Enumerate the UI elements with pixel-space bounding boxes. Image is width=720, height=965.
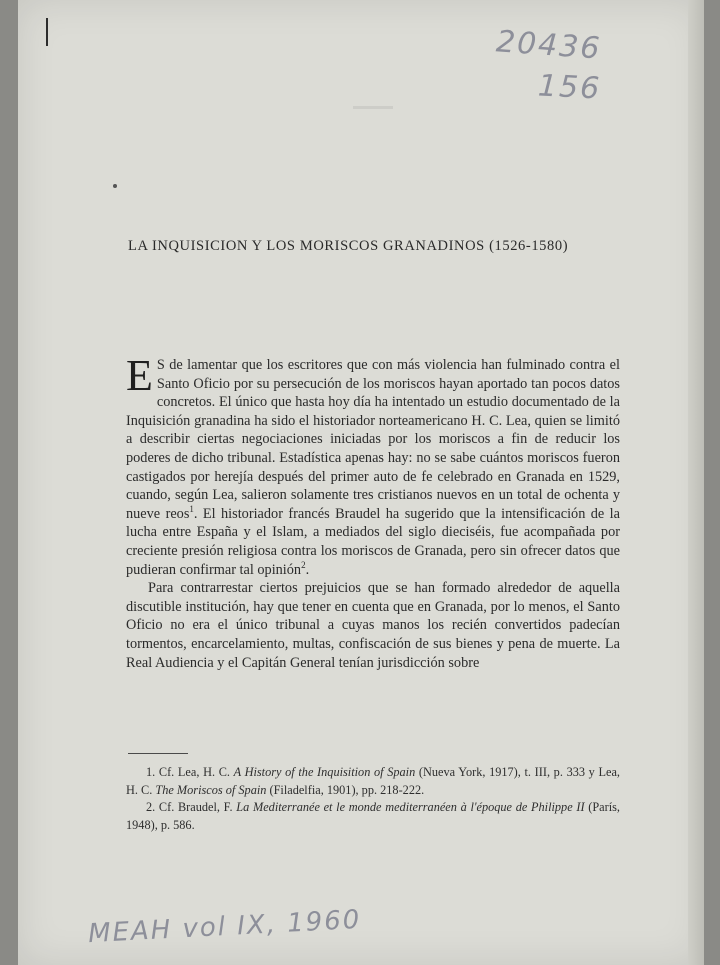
document-page <box>18 0 704 965</box>
paragraph-1-mid: . El historiador francés Braudel ha sugerido que la intensificación de la lucha entre España y el Islam, a mediados del siglo dieciséis, fue acompañada por creciente presión religiosa contra los moriscos de Granada, pero sin ofrecer datos que pudieran confirmar tal opinión <box>126 505 621 578</box>
article-body <box>126 351 621 672</box>
margin-mark <box>46 18 48 46</box>
drop-cap: E <box>126 351 153 400</box>
page-edge <box>688 0 704 965</box>
footnote-1-title: A History of the Inquisition of Spain <box>233 765 416 779</box>
paragraph-2: Para contrarrestar ciertos prejuicios que se han formado alrededor de aquella discutible institución, hay que tener en cuenta que en Granada, por lo menos, el Santo Oficio no era el único tribunal a cuyas manos los recién convertidos padecían tormentos, encarcelamiento, multas, confiscación de sus bienes y pena de muerte. La Real Audiencia y el Capitán General tenían jurisdicción sobre <box>126 580 620 671</box>
footnote-2-prefix: 2. Cf. Braudel, F. <box>146 800 237 814</box>
footnote-1-end: (Filadelfia, 1901), pp. 218-222. <box>266 782 425 797</box>
pencil-annotation-sub: 156 <box>537 68 603 107</box>
paragraph-1 <box>126 351 621 579</box>
footnote-2-end: (París, 1948), p. 586. <box>126 800 621 832</box>
footnote-2-title: La Mediterranée et le monde mediterranéen à l'époque de Philippe II <box>236 800 585 814</box>
footnote-2 <box>126 799 620 834</box>
footnote-1-prefix: 1. Cf. Lea, H. C. <box>146 765 234 779</box>
footnote-1 <box>126 764 620 799</box>
ink-dot <box>113 184 117 188</box>
footnote-1-mid: (Nueva York, 1917), t. III, p. 333 y Lea, H. C. <box>126 765 620 797</box>
paragraph-1-end: . <box>305 561 310 578</box>
paragraph-1-start: S de lamentar que los escritores que con más violencia han fulminado contra el Santo Oficio por su persecución de los moriscos hayan aportado tan pocos datos concretos. El único que hasta hoy día ha intentado un estudio documentado de la Inquisición granadina ha sido el historiador norteamericano H. C. Lea, quien se limitó a describir ciertas negociaciones iniciadas por los moriscos a fin de reducir los poderes de dicho tribunal. Estadística apenas hay: no se sabe cuántos moriscos fueron castigados por herejía después del primer auto de fe celebrado en Granada en 1529, cuando, según Lea, salieron solamente tres cristianos nuevos en un total de ochenta y nueve reos <box>126 357 620 522</box>
faint-smudge <box>353 106 393 109</box>
article-title: LA INQUISICION Y LOS MORISCOS GRANADINOS (1526-1580) <box>128 238 569 254</box>
footnote-1-title2: The Moriscos of Spain <box>155 782 267 797</box>
footnote-ref-2: 2 <box>301 559 306 570</box>
footnotes <box>126 764 620 834</box>
pencil-annotation-number: 20436 <box>494 24 603 67</box>
pencil-annotation-reference: MEAH vol IX, 1960 <box>87 904 363 950</box>
footnote-ref-1: 1 <box>189 503 194 514</box>
footnote-rule <box>128 753 188 754</box>
